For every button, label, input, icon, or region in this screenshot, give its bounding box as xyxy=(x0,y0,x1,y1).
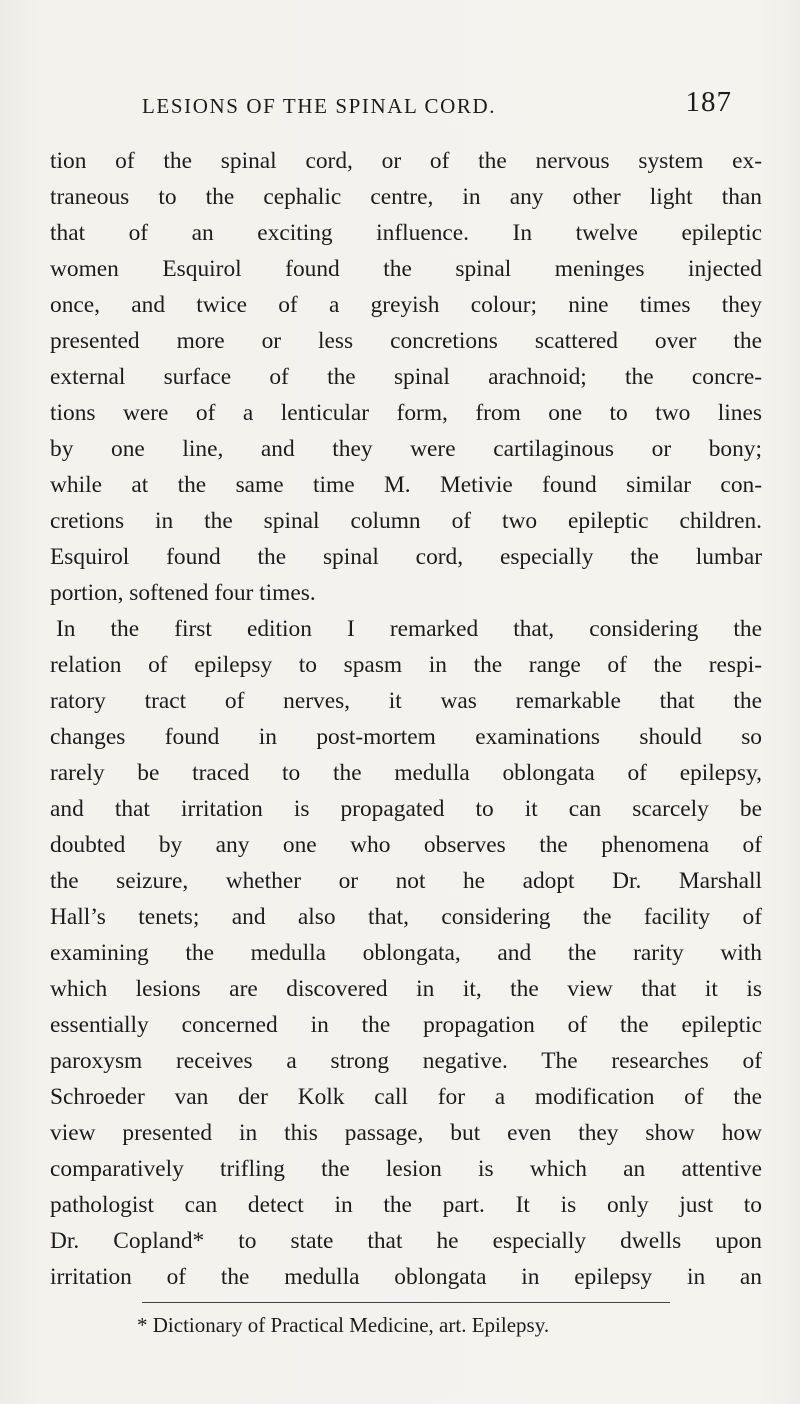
text-line: tions were of a lenticular form, from one to two lines xyxy=(50,400,762,426)
text-line: rarely be traced to the medulla oblongata of epilepsy, xyxy=(50,760,762,786)
text-line: examining the medulla oblongata, and the rarity with xyxy=(50,940,762,966)
footnote: * Dictionary of Practical Medicine, art. Epilepsy. xyxy=(137,1313,550,1337)
text-line: doubted by any one who observes the phenomena of xyxy=(50,832,762,858)
text-line: that of an exciting influence. In twelve epileptic xyxy=(50,220,762,246)
text-line: by one line, and they were cartilaginous or bony; xyxy=(50,436,762,462)
text-line: once, and twice of a greyish colour; nine times they xyxy=(50,292,762,318)
text-line: Dr. Copland* to state that he especially dwells upon xyxy=(50,1228,762,1254)
text-line: presented more or less concretions scattered over the xyxy=(50,328,762,354)
body-text xyxy=(50,143,762,1295)
text-line: irritation of the medulla oblongata in epilepsy in an xyxy=(50,1264,762,1290)
text-line: Hall’s tenets; and also that, considering the facility of xyxy=(50,904,762,930)
text-line: tion of the spinal cord, or of the nervous system ex- xyxy=(50,148,762,174)
text-line: essentially concerned in the propagation of the epileptic xyxy=(50,1012,762,1038)
text-line: women Esquirol found the spinal meninges injected xyxy=(50,256,762,282)
footnote-divider xyxy=(142,1302,670,1303)
text-line: paroxysm receives a strong negative. The researches of xyxy=(50,1048,762,1074)
text-line: which lesions are discovered in it, the view that it is xyxy=(50,976,762,1002)
text-line: Esquirol found the spinal cord, especially the lumbar xyxy=(50,544,762,570)
text-line: while at the same time M. Metivie found similar con- xyxy=(50,472,762,498)
paragraph-start-line: In the first edition I remarked that, considering the xyxy=(56,616,762,642)
text-line: ratory tract of nerves, it was remarkable that the xyxy=(50,688,762,714)
text-line: the seizure, whether or not he adopt Dr. Marshall xyxy=(50,868,762,894)
text-line: changes found in post-mortem examinations should so xyxy=(50,724,762,750)
text-line: and that irritation is propagated to it can scarcely be xyxy=(50,796,762,822)
running-header xyxy=(0,86,800,126)
text-line: cretions in the spinal column of two epileptic children. xyxy=(50,508,762,534)
text-line: view presented in this passage, but even they show how xyxy=(50,1120,762,1146)
running-title: LESIONS OF THE SPINAL CORD. xyxy=(142,94,497,118)
text-line: pathologist can detect in the part. It is only just to xyxy=(50,1192,762,1218)
paragraph-end-line: portion, softened four times. xyxy=(50,580,316,606)
text-line: comparatively trifling the lesion is which an attentive xyxy=(50,1156,762,1182)
text-line: relation of epilepsy to spasm in the range of the respi- xyxy=(50,652,762,678)
page-number: 187 xyxy=(685,86,732,118)
text-line: external surface of the spinal arachnoid; the concre- xyxy=(50,364,762,390)
text-line: traneous to the cephalic centre, in any other light than xyxy=(50,184,762,210)
text-line: Schroeder van der Kolk call for a modification of the xyxy=(50,1084,762,1110)
